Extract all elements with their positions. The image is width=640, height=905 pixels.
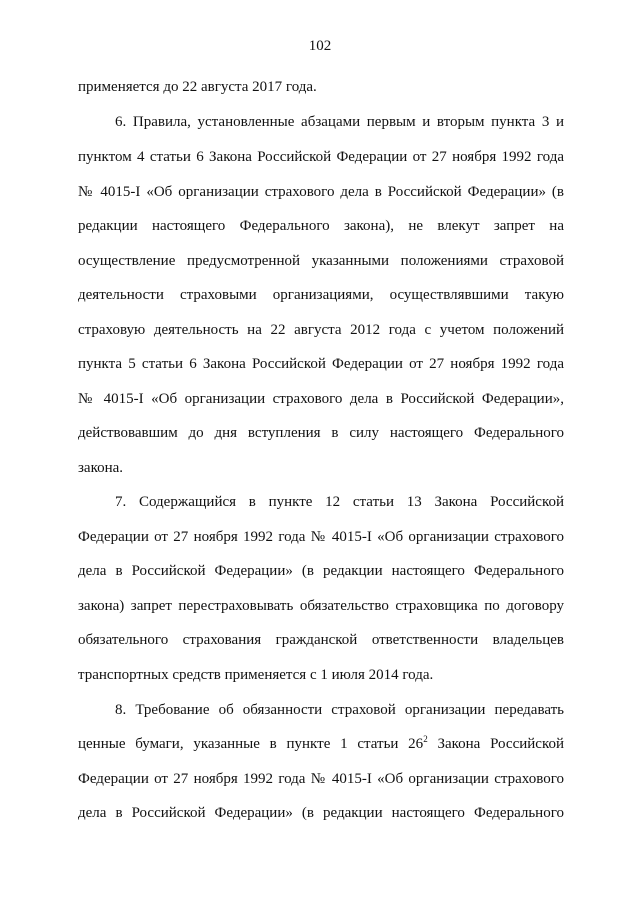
paragraph-7-first-line: 7. Содержащийся в пункте 12 статьи 13 Закона Российской <box>115 494 564 510</box>
page-number: 102 <box>308 38 332 54</box>
text-segment: Закона Российской <box>427 736 564 752</box>
paragraph-6-first-line: 6. Правила, установленные абзацами первым и вторым пункта 3 и <box>115 114 564 130</box>
text-line: обязательного страхования гражданской ответственности владельцев <box>78 632 564 648</box>
text-line: Федерации от 27 ноября 1992 года № 4015-I «Об организации страхового <box>78 529 564 545</box>
text-segment: ценные бумаги, указанные в пункте 1 статьи 26 <box>78 736 424 752</box>
text-line: действовавшим до дня вступления в силу настоящего Федерального <box>78 425 564 441</box>
superscript: 2 <box>423 734 428 744</box>
text-line: транспортных средств применяется с 1 июля 2014 года. <box>78 667 434 683</box>
text-line-with-superscript <box>78 734 564 754</box>
text-line: закона. <box>78 460 124 476</box>
text-line: закона) запрет перестраховывать обязательство страховщика по договору <box>78 598 564 614</box>
text-line: дела в Российской Федерации» (в редакции настоящего Федерального <box>78 563 564 579</box>
text-line: осуществление предусмотренной указанными положениями страховой <box>78 253 564 269</box>
text-line: пунктом 4 статьи 6 Закона Российской Федерации от 27 ноября 1992 года <box>78 149 564 165</box>
text-line: редакции настоящего Федерального закона), не влекут запрет на <box>78 218 564 234</box>
text-line: дела в Российской Федерации» (в редакции настоящего Федерального <box>78 805 564 821</box>
text-line: № 4015-I «Об организации страхового дела в Российской Федерации» (в <box>78 184 564 200</box>
text-line: Федерации от 27 ноября 1992 года № 4015-I «Об организации страхового <box>78 771 564 787</box>
text-line: страховую деятельность на 22 августа 2012 года с учетом положений <box>78 322 564 338</box>
paragraph-8-first-line: 8. Требование об обязанности страховой организации передавать <box>115 702 564 718</box>
text-line: деятельности страховыми организациями, осуществлявшими такую <box>78 287 564 303</box>
text-line: № 4015-I «Об организации страхового дела в Российской Федерации», <box>78 391 564 407</box>
text-line: пункта 5 статьи 6 Закона Российской Федерации от 27 ноября 1992 года <box>78 356 564 372</box>
text-line: применяется до 22 августа 2017 года. <box>78 79 317 95</box>
